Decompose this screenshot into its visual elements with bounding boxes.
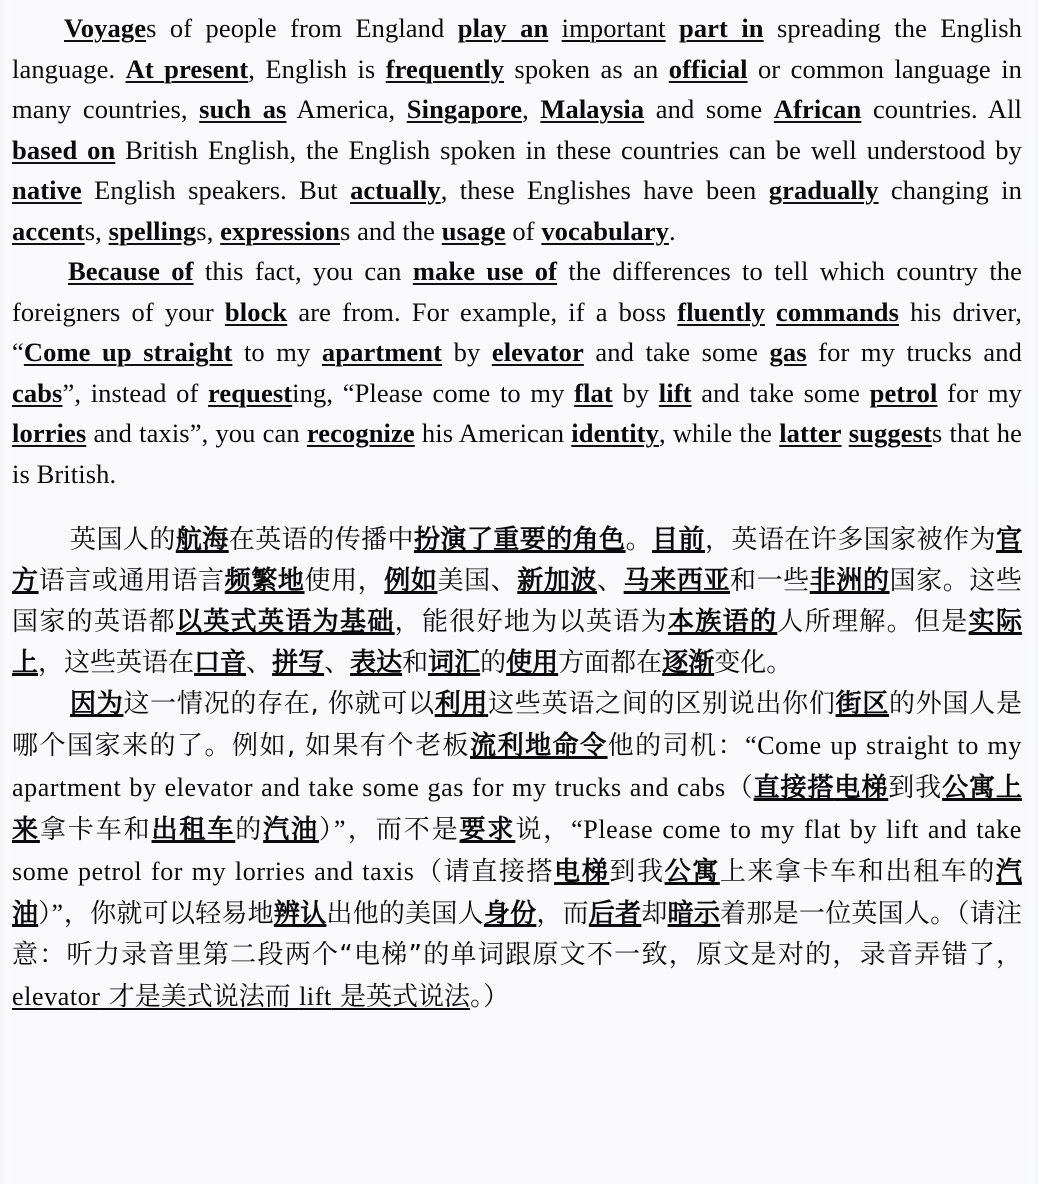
keyword: 频繁地: [224, 566, 305, 596]
keyword: petrol: [869, 377, 938, 408]
english-paragraph-2: Because of this fact, you can make use of the differences to tell which country the foreigners of your block are from. For example, if a boss fluently commands his driver, “Come up straight to my apartment by elevator and take some gas for my trucks and cabs”, instead of requesting, “Please come to my flat by lift and take some petrol for my lorries and taxis”, you can recognize his American identity, while the latter suggests that he is British.: [12, 256, 1023, 489]
keyword: At present: [125, 53, 249, 84]
keyword: make use of: [412, 256, 558, 286]
keyword: gas: [769, 337, 807, 367]
keyword: Voyage: [64, 13, 147, 43]
keyword: lift: [658, 377, 692, 408]
keyword: cabs: [12, 377, 63, 408]
keyword: 后者: [588, 899, 642, 929]
chinese-paragraph-2: 因为这一情况的存在, 你就可以利用这些英语之间的区别说出你们街区的外国人是哪个国家来的了。例如, 如果有个老板流利地命令他的司机：“Come up straight to my apartment by elevator and take some gas for my trucks and cabs（直接搭电梯到我公寓上来拿卡车和出租车的汽油）”，而不是要求说，“Please come to my flat by lift and take some petrol for my lorries and taxis（请直接搭电梯到我公寓上来拿卡车和出租车的汽油）”，你就可以轻易地辨认出他的美国人身份，而后者却暗示着那是一位英国人。（请注意：听力录音里第二段两个“电梯”的单词跟原文不一致，原文是对的，录音弄错了，elevator 才是美式说法而 lift 是英式说法。）: [12, 689, 1022, 1012]
translator-note: （请注意：听力录音里第二段两个“电梯”的单词跟原文不一致，原文是对的，录音弄错了，elevator 才是美式说法而 lift 是英式说法。）: [12, 899, 1022, 1012]
keyword: 拼写: [272, 648, 325, 678]
keyword: elevator: [491, 337, 584, 367]
keyword: based on: [12, 134, 116, 165]
scan-edge-right: [1031, 0, 1038, 1184]
keyword: 逐渐: [662, 648, 715, 678]
keyword: accent: [12, 215, 85, 246]
keyword: play an: [457, 13, 549, 43]
keyword: African: [773, 94, 862, 124]
keyword: fluently: [677, 296, 765, 327]
keyword: official: [668, 53, 748, 84]
keyword: 暗示: [667, 899, 721, 929]
keyword: 非洲的: [809, 566, 890, 596]
keyword: 新加波: [517, 566, 598, 596]
keyword: lorries: [12, 418, 87, 448]
keyword: 扮演了重要的角色: [413, 525, 626, 555]
keyword: block: [224, 296, 288, 327]
english-quote-british: “Please come to my flat by lift and take some petrol for my lorries and taxis: [12, 815, 1022, 886]
keyword: identity: [571, 418, 659, 448]
keyword: 公寓: [664, 857, 720, 887]
keyword: 身份: [483, 899, 537, 929]
keyword: 口音: [194, 648, 247, 678]
keyword: important: [561, 13, 666, 43]
keyword: Singapore: [406, 94, 523, 124]
keyword: 使用: [506, 648, 559, 678]
keyword: 目前: [652, 525, 705, 555]
keyword: apartment: [321, 337, 443, 367]
keyword: 实际上: [12, 607, 1022, 678]
quote-close: ”: [51, 899, 64, 928]
english-paragraph-1: Voyages of people from England play an important part in spreading the English language. At present, English is frequently spoken as an official or common language in many countries, such as America, Singapore, Malaysia and some African countries. All based on British English, the English spoken in these countries can be well understood by native English speakers. But actually, these Englishes have been gradually changing in accents, spellings, expressions and the usage of vocabulary.: [12, 13, 1023, 246]
keyword: request: [208, 377, 293, 408]
keyword: commands: [776, 296, 900, 327]
keyword: frequently: [385, 53, 505, 84]
keyword: gradually: [768, 175, 879, 205]
keyword: 因为: [70, 689, 124, 719]
keyword: 公寓: [942, 773, 996, 803]
keyword: 辨认: [273, 899, 327, 929]
keyword: Come up straight: [23, 337, 233, 367]
keyword: 航海: [175, 525, 229, 555]
keyword: 电梯: [554, 857, 610, 887]
keyword: native: [12, 175, 82, 205]
keyword: suggest: [848, 418, 932, 448]
keyword: 词汇: [428, 648, 481, 678]
english-section: [12, 8, 1022, 494]
keyword: latter: [779, 418, 842, 448]
keyword: 要求: [459, 815, 516, 845]
keyword: 直接搭: [753, 773, 835, 803]
keyword: 汽油: [263, 815, 319, 845]
keyword: 街区: [835, 689, 890, 719]
keyword: 汽油: [12, 857, 1022, 929]
keyword: vocabulary: [541, 215, 669, 246]
keyword: such as: [199, 94, 287, 124]
keyword: 上来: [12, 773, 1022, 845]
keyword: 利用: [434, 689, 489, 719]
keyword: 官方: [12, 525, 1022, 596]
quote-close: ”: [333, 815, 347, 844]
keyword: part in: [678, 13, 764, 43]
scan-edge-left: [0, 0, 9, 1184]
section-gap: [12, 494, 1022, 520]
keyword: Because of: [68, 256, 194, 286]
keyword: usage: [441, 215, 506, 246]
keyword: spelling: [108, 215, 197, 246]
keyword: elevator 才是美式说法而 lift 是英式说法: [12, 982, 471, 1012]
keyword: expression: [220, 215, 340, 246]
keyword: Malaysia: [540, 94, 645, 124]
keyword: recognize: [306, 418, 415, 448]
keyword: 电梯: [834, 773, 889, 803]
chinese-section: [12, 520, 1022, 1018]
keyword: 流利地命令: [470, 731, 608, 761]
keyword: 表达: [350, 648, 403, 678]
keyword: 出租车: [151, 815, 236, 845]
keyword: 例如: [384, 566, 438, 596]
keyword: 以英式英语为基础: [176, 607, 395, 637]
keyword: actually: [350, 175, 441, 205]
keyword: 本族语的: [667, 607, 778, 637]
chinese-paragraph-1: 英国人的航海在英语的传播中扮演了重要的角色。目前，英语在许多国家被作为官方语言或通用语言频繁地使用，例如美国、新加波、马来西亚和一些非洲的国家。这些国家的英语都以英式英语为基础，能很好地为以英语为本族语的人所理解。但是实际上，这些英语在口音、拼写、表达和词汇的使用方面都在逐渐变化。: [12, 525, 1022, 678]
keyword: flat: [574, 377, 613, 408]
english-quote-american: “Come up straight to my apartment by elevator and take some gas for my trucks and cabs: [12, 731, 1022, 802]
keyword: 马来西亚: [623, 566, 730, 596]
